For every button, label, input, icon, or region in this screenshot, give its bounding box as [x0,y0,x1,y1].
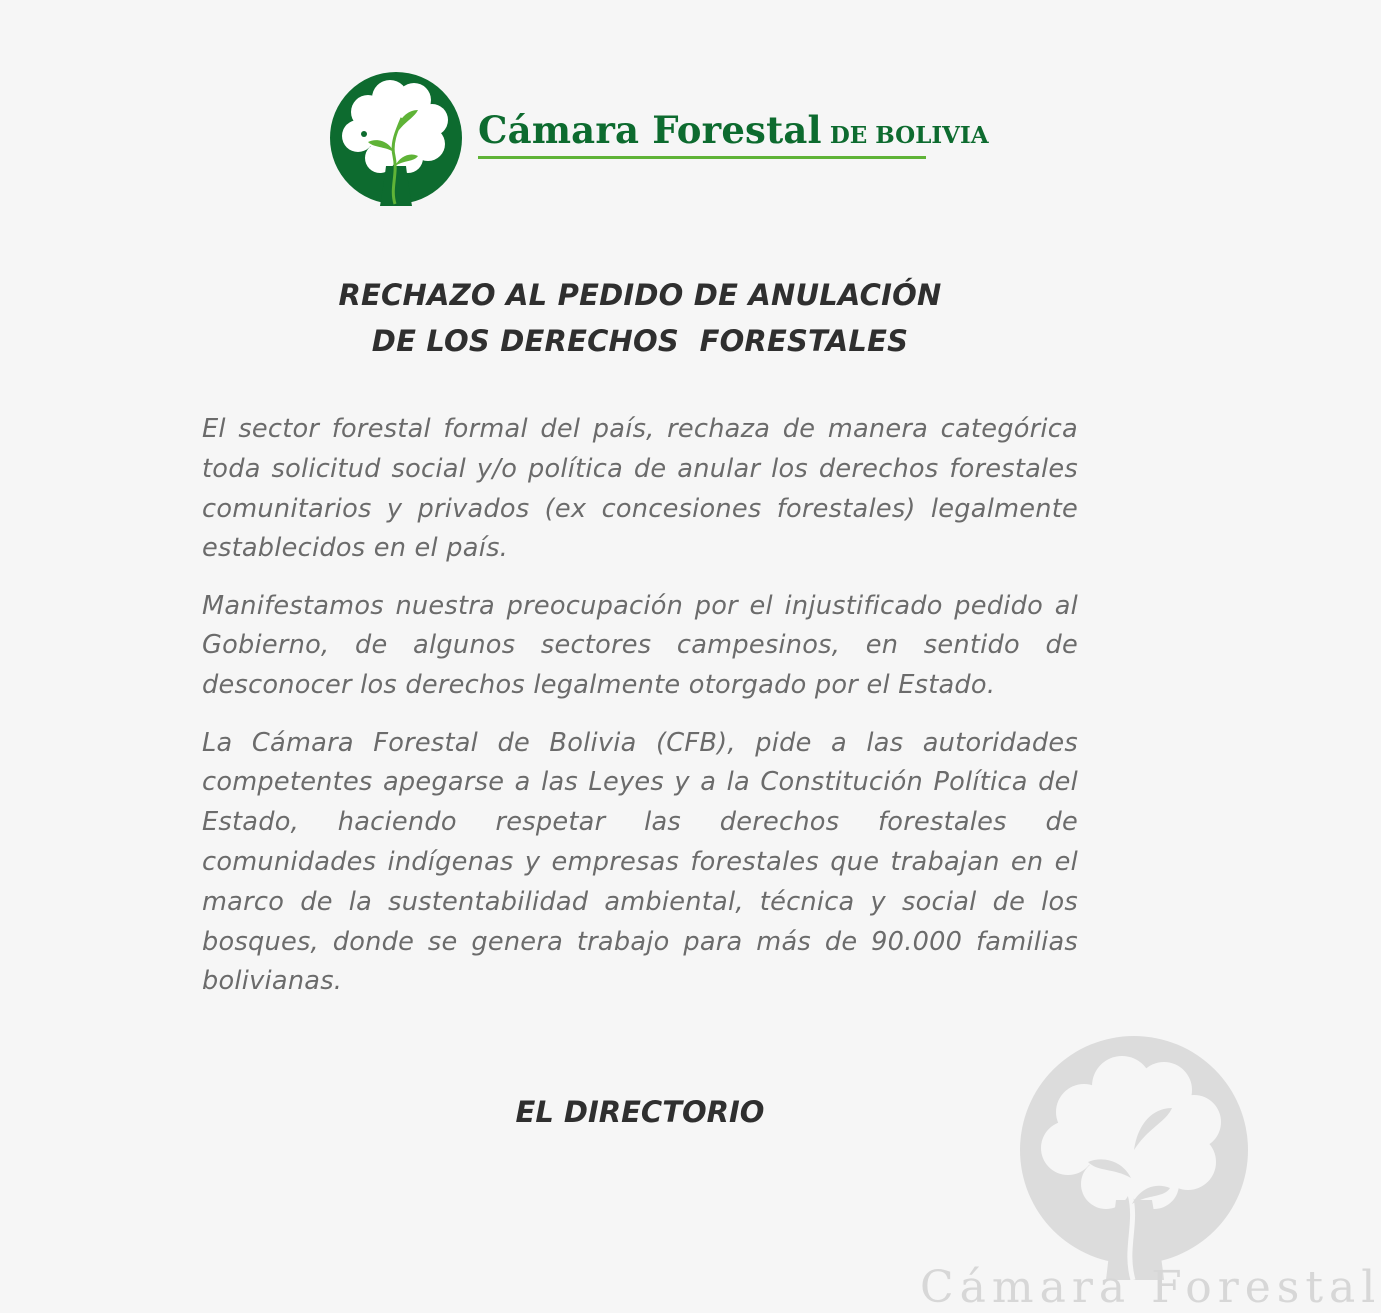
tree-icon [328,70,464,206]
logo [328,70,989,210]
logo-suffix: DE BOLIVIA [829,122,989,149]
paragraph-3: La Cámara Forestal de Bolivia (CFB), pide a las autoridades competentes apegarse a las Leyes y a la Constitución Política del Estado, haciendo respetar las derechos forestales de comunidades indígenas y empresas forestales que trabajan en el marco de la sustentabilidad ambiental, técnica y social de los bosques, donde se genera trabajo para más de 90.000 familias bolivianas. [202,727,1078,997]
logo-wordmark [478,108,989,152]
logo-name: Cámara Forestal [478,108,822,152]
signature: EL DIRECTORIO [515,1095,765,1129]
paragraph-1: El sector forestal formal del país, rechaza de manera categórica toda solicitud social y/o política de anular los derechos forestales comunitarios y privados (ex concesiones forestales) legalmente establecidos en el país. [202,414,1078,564]
tree-watermark-icon [1018,1034,1250,1280]
document-title [200,272,1080,364]
title-line-2: DE LOS DERECHOS FORESTALES [371,324,909,358]
title-line-1: RECHAZO AL PEDIDO DE ANULACIÓN [338,278,942,312]
logo-underline [478,156,926,159]
watermark-text: Cámara Forestal [920,1262,1381,1313]
paragraph-2: Manifestamos nuestra preocupación por el injustificado pedido al Gobierno, de algunos sectores campesinos, en sentido de desconocer los derechos legalmente otorgado por el Estado. [202,590,1078,701]
document-body [202,410,1078,1020]
